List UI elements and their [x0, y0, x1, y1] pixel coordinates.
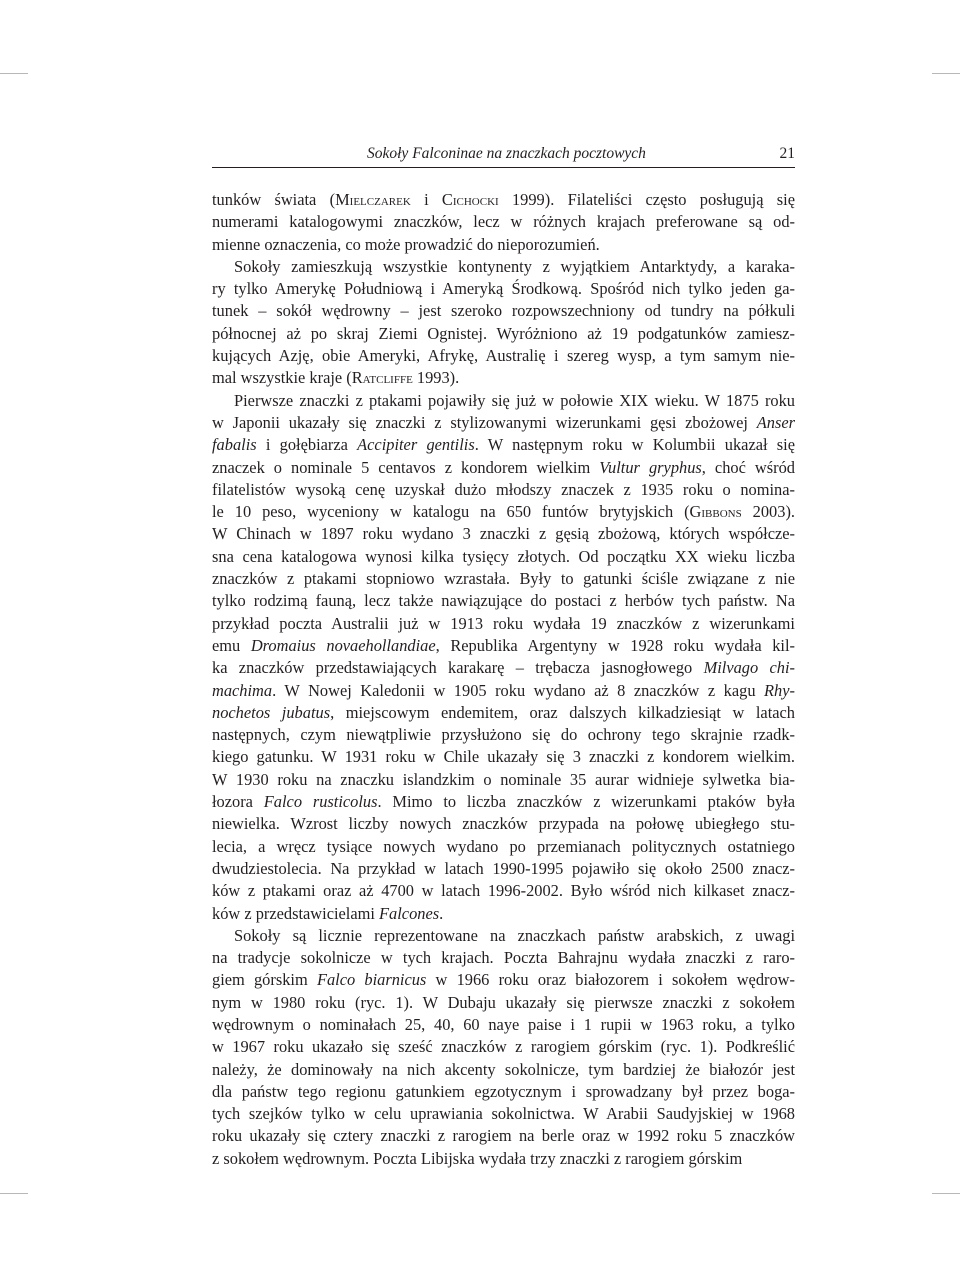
text-line: [212, 390, 795, 412]
italic-taxon: Falco biarnicus: [316, 970, 427, 990]
text-line: [212, 969, 795, 991]
text-run: . W następnym roku w Kolumbii ukazał się: [474, 435, 795, 455]
running-header: [212, 143, 795, 165]
text-line: [212, 813, 795, 835]
text-line: [212, 434, 795, 456]
text-run: , choć wśród: [701, 457, 795, 477]
text-line: [212, 992, 795, 1014]
text-run: ka znaczków przedstawiających karakarę – trębacza jasnogłowego: [212, 658, 704, 678]
text-line: [212, 523, 795, 545]
text-line: [212, 568, 795, 590]
italic-taxon: Anser: [756, 412, 795, 432]
text-line: [212, 1125, 795, 1147]
text-run: sna cena katalogowa wynosi kilka tysięcy złotych. Od początku XX wieku liczba: [212, 546, 795, 566]
text-run: tunków świata (: [212, 190, 336, 209]
text-line: [212, 880, 795, 902]
text-run: , Republika Argentyny w 1928 roku wydała kil-: [435, 635, 795, 655]
text-line: [212, 858, 795, 880]
text-line: [212, 590, 795, 612]
text-line: [212, 234, 795, 256]
text-line: [212, 323, 795, 345]
italic-taxon: Falcones: [379, 903, 440, 923]
italic-taxon: Rhy-: [764, 680, 795, 700]
text-line: [212, 1014, 795, 1036]
citation-author: Mielczarek: [335, 190, 411, 209]
text-run: 1999). Filateliści często posługują się: [498, 190, 796, 209]
text-run: w 1967 roku ukazało się sześć znaczków z rarogiem górskim (ryc. 1). Podkreślić: [212, 1037, 795, 1057]
text-line: [212, 256, 795, 278]
text-line: [212, 1148, 795, 1170]
text-line: [212, 345, 795, 367]
text-run: mal wszystkie kraje (: [212, 368, 352, 388]
text-run: i gołębiarza: [256, 435, 358, 455]
text-run: le 10 peso, wyceniony w katalogu na 650 funtów brytyjskich (: [212, 502, 690, 522]
body-text: [212, 189, 795, 1170]
text-line: [212, 300, 795, 322]
header-rule: [212, 167, 795, 168]
text-line: [212, 925, 795, 947]
text-run: lecia, a wręcz tysiące nowych wydano po przemianach politycznych ostatniego: [212, 836, 795, 856]
text-run: łozora: [212, 792, 264, 812]
text-run: wędrownym o nominałach 25, 40, 60 naye paise i 1 rupii w 1963 roku, a tylko: [212, 1014, 795, 1034]
text-line: [212, 1036, 795, 1058]
crop-mark-bottom-left: [0, 1193, 28, 1194]
text-run: emu: [212, 635, 251, 655]
text-run: . Mimo to liczba znaczków z wizerunkami ptaków była: [377, 792, 795, 812]
text-run: kiego gatunku. W 1931 roku w Chile ukazały się 3 znaczki z kondorem wielkim.: [212, 747, 795, 767]
text-run: filatelistów wysoką cenę uzyskał dużo młodszy znaczek z 1935 roku o nomina-: [212, 479, 795, 499]
italic-taxon: Falco rusticolus: [263, 792, 378, 812]
citation-author: Ratcliffe: [351, 368, 413, 388]
text-run: tunek – sokół wędrowny – jest szeroko rozpowszechniony od tundry na półkuli: [212, 301, 795, 321]
citation-author: Cichocki: [441, 190, 499, 209]
text-line: [212, 501, 795, 523]
text-run: nym w 1980 roku (ryc. 1). W Dubaju ukazały się pierwsze znaczki z sokołem: [212, 992, 795, 1012]
italic-taxon: fabalis: [212, 435, 257, 455]
text-run: północnej aż po skraj Ziemi Ognistej. Wyróżniono aż 19 podgatunków zamiesz-: [212, 323, 795, 343]
text-line: [212, 1081, 795, 1103]
text-line: [212, 903, 795, 925]
running-title: Sokoły Falconinae na znaczkach pocztowych: [367, 145, 646, 162]
italic-taxon: Dromaius novaehollandiae: [250, 635, 436, 655]
italic-taxon: Accipiter gentilis: [357, 435, 475, 455]
text-line: [212, 278, 795, 300]
text-line: [212, 635, 795, 657]
text-run: .: [439, 903, 444, 923]
text-run: . W Nowej Kaledonii w 1905 roku wydano aż 8 znaczków z kagu: [272, 680, 765, 700]
text-line: [212, 546, 795, 568]
italic-taxon: machima: [212, 680, 273, 700]
text-line: [212, 791, 795, 813]
text-line: [212, 947, 795, 969]
crop-mark-top-left: [0, 73, 28, 74]
page-number: 21: [779, 145, 795, 162]
text-run: tych szejków tylko w celu uprawiania sokolnictwa. W Arabii Saudyjskiej w 1968: [212, 1104, 795, 1124]
text-run: i: [410, 190, 442, 209]
text-line: [212, 367, 795, 389]
text-line: [212, 702, 795, 724]
text-run: kujących Azję, obie Ameryki, Afrykę, Australię i szereg wysp, a tym samym nie-: [212, 346, 795, 366]
text-line: [212, 189, 795, 211]
text-line: [212, 1103, 795, 1125]
text-run: ków z ptakami oraz aż 4700 w latach 1996-2002. Było wśród nich kilkaset znacz-: [212, 881, 795, 901]
text-line: [212, 657, 795, 679]
text-run: mienne oznaczenia, co może prowadzić do nieporozumień.: [212, 234, 600, 254]
crop-mark-top-right: [932, 73, 960, 74]
text-run: następnych, czym niewątpliwie przysłużono się do ochrony tego skrajnie rzadk-: [212, 725, 795, 745]
text-run: ków z przedstawicielami: [212, 903, 380, 923]
text-run: znaczek o nominale 5 centavos z kondorem wielkim: [212, 457, 600, 477]
text-line: [212, 769, 795, 791]
text-line: [212, 724, 795, 746]
text-run: Pierwsze znaczki z ptakami pojawiły się już w połowie XIX wieku. W 1875 roku: [234, 390, 795, 410]
text-run: Sokoły zamieszkują wszystkie kontynenty z wyjątkiem Antarktydy, a karaka-: [234, 256, 795, 276]
text-run: z sokołem wędrownym. Poczta Libijska wydała trzy znaczki z rarogiem górskim: [212, 1148, 743, 1168]
text-line: [212, 1059, 795, 1081]
text-run: znaczków z ptakami stopniowo wzrastała. Były to gatunki ściśle związane z nie: [212, 569, 795, 589]
text-line: [212, 836, 795, 858]
text-run: ry tylko Amerykę Południową i Ameryką Środkową. Spośród nich tylko jeden ga-: [212, 279, 795, 299]
text-run: w Japonii ukazały się znaczki z stylizowanymi wizerunkami gęsi zbożowej: [212, 412, 757, 432]
text-run: przykład poczta Australii już w 1913 roku wydała 19 znaczków z wizerunkami: [212, 613, 795, 633]
text-run: numerami katalogowymi znaczków, lecz w różnych krajach preferowane są od-: [212, 212, 795, 232]
text-run: tylko rodzimą fauną, lecz także nawiązujące do postaci z herbów tych państw. Na: [212, 591, 795, 611]
text-line: [212, 680, 795, 702]
text-line: [212, 746, 795, 768]
text-line: [212, 613, 795, 635]
text-run: należy, że dominowały na nich akcenty sokolnicze, tym bardziej że białozór jest: [212, 1059, 795, 1079]
text-run: giem górskim: [212, 970, 317, 990]
text-line: [212, 211, 795, 233]
text-run: roku ukazały się cztery znaczki z rarogiem na berle oraz w 1992 roku 5 znaczków: [212, 1126, 795, 1146]
text-run: w 1966 roku oraz białozorem i sokołem wędrow-: [426, 970, 795, 990]
text-run: Sokoły są licznie reprezentowane na znaczkach państw arabskich, z uwagi: [234, 925, 795, 945]
crop-mark-bottom-right: [932, 1193, 960, 1194]
italic-taxon: Vultur gryphus: [599, 457, 702, 477]
text-run: niewielka. Wzrost liczby nowych znaczków przypada na połowę ubiegłego stu-: [212, 814, 795, 834]
text-line: [212, 479, 795, 501]
text-run: W Chinach w 1897 roku wydano 3 znaczki z gęsią zbożową, których współcze-: [212, 524, 795, 544]
text-run: na tradycje sokolnicze w tych krajach. Poczta Bahrajnu wydała znaczki z raro-: [212, 948, 795, 968]
text-run: , miejscowym endemitem, oraz dalszych kilkadziesiąt w latach: [330, 702, 795, 722]
text-line: [212, 412, 795, 434]
text-run: W 1930 roku na znaczku islandzkim o nominale 35 aurar widnieje sylwetka bia-: [212, 769, 795, 789]
text-run: 2003).: [741, 502, 796, 522]
italic-taxon: Milvago chi-: [703, 658, 795, 678]
text-line: [212, 457, 795, 479]
text-run: dla państw tego regionu gatunkiem egzotycznym i sprowadzany był przez boga-: [212, 1081, 795, 1101]
citation-author: Gibbons: [689, 502, 742, 522]
text-run: 1993).: [412, 368, 460, 388]
text-run: dwudziestolecia. Na przykład w latach 1990-1995 pojawiło się około 2500 znacz-: [212, 858, 795, 878]
italic-taxon: nochetos jubatus: [212, 702, 331, 722]
